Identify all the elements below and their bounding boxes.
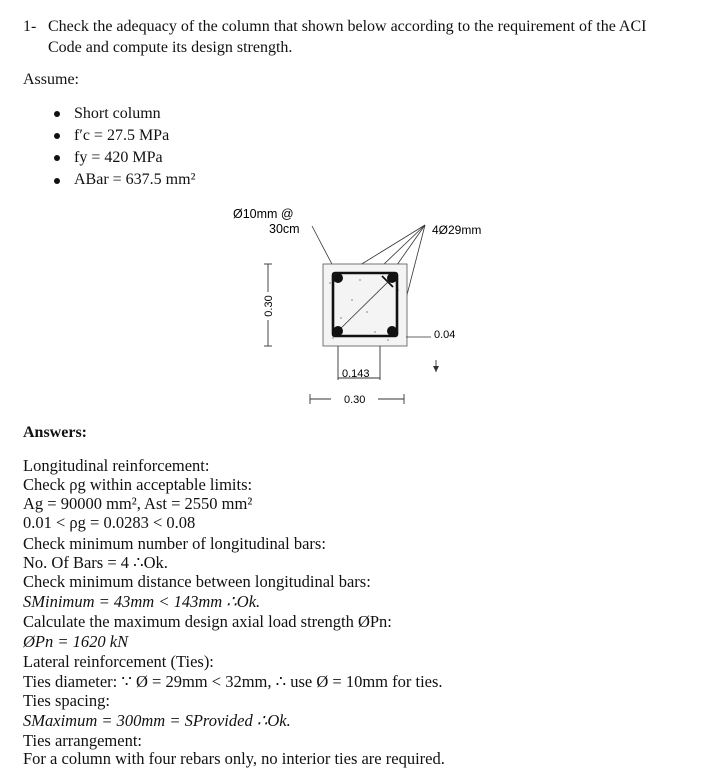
answer-line: For a column with four rebars only, no interior ties are required. <box>23 749 445 768</box>
answer-line: Ties arrangement: <box>23 731 142 750</box>
assume-item: fy = 420 MPa <box>74 149 163 166</box>
answer-line: Calculate the maximum design axial load strength ØPn: <box>23 612 392 631</box>
answer-line: Ties spacing: <box>23 691 110 710</box>
rebar <box>333 326 343 336</box>
answers-heading: Answers: <box>23 424 87 441</box>
answer-line: SMaximum = 300mm = SProvided ∴Ok. <box>23 711 291 730</box>
spacing-label: 0.143 <box>342 368 370 380</box>
cover-label: 0.04 <box>434 329 456 341</box>
height-label: 0.30 <box>263 295 275 317</box>
answer-line: Check minimum number of longitudinal bars: <box>23 534 326 553</box>
answer-line: SMinimum = 43mm < 143mm ∴Ok. <box>23 592 261 611</box>
answer-line: Check minimum distance between longitudinal bars: <box>23 572 371 591</box>
rebar <box>387 273 397 283</box>
answer-line: Longitudinal reinforcement: <box>23 456 210 475</box>
answer-line: Ag = 90000 mm², Ast = 2550 mm² <box>23 494 253 513</box>
width-label: 0.30 <box>344 394 366 406</box>
answer-line: 0.01 < ρg = 0.0283 < 0.08 <box>23 513 196 532</box>
question-number: 1- <box>23 18 37 35</box>
answer-line: Check ρg within acceptable limits: <box>23 475 253 494</box>
assume-item: Short column <box>74 105 161 122</box>
answer-line: No. Of Bars = 4 ∴Ok. <box>23 553 168 572</box>
bars-label: 4Ø29mm <box>432 223 482 237</box>
answer-line: Ties diameter: ∵ Ø = 29mm < 32mm, ∴ use Ø = 10mm for ties. <box>23 672 443 691</box>
rebar <box>387 326 397 336</box>
assume-item: f′c = 27.5 MPa <box>74 127 170 144</box>
assume-heading: Assume: <box>23 71 79 88</box>
rebar <box>333 273 343 283</box>
question-line-1: Check the adequacy of the column that shown below according to the requirement of the ACI <box>48 18 647 35</box>
assume-item: ABar = 637.5 mm² <box>74 171 196 188</box>
answer-line: Lateral reinforcement (Ties): <box>23 652 214 671</box>
tie-label-2: 30cm <box>269 222 300 236</box>
question-line-2: Code and compute its design strength. <box>48 39 293 56</box>
tie-label-1: Ø10mm @ <box>233 207 294 221</box>
answer-line: ØPn = 1620 kN <box>23 632 129 651</box>
